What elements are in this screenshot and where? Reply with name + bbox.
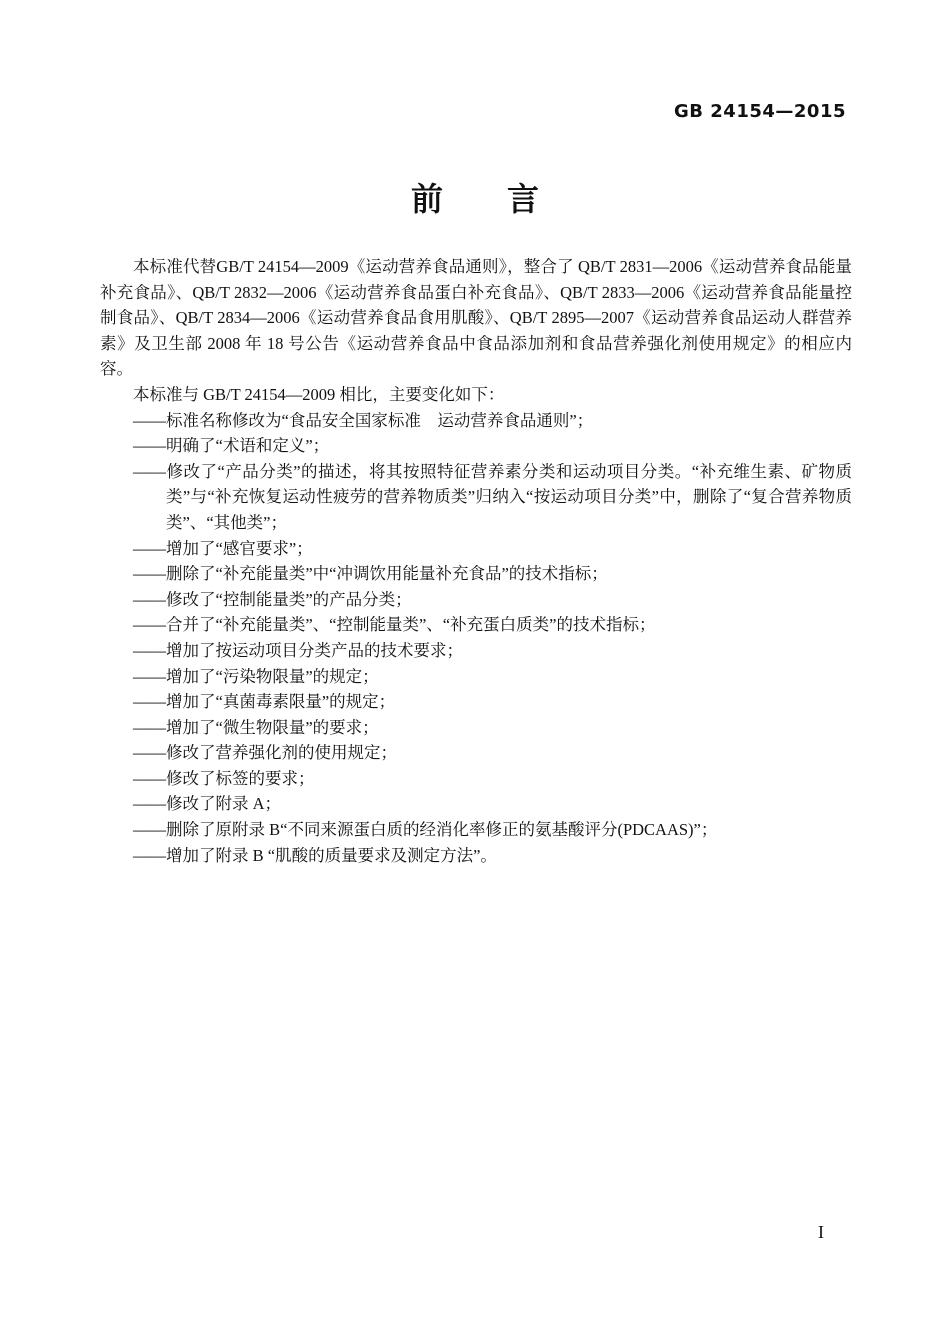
- change-item: ——增加了“微生物限量”的要求；: [133, 717, 379, 737]
- change-item: ——增加了附录 B “肌酸的质量要求及测定方法”。: [133, 845, 497, 865]
- change-item: ——修改了营养强化剂的使用规定；: [133, 743, 397, 763]
- intro-paragraph: 本标准代替GB/T 24154—2009《运动营养食品通则》，整合了 QB/T 2831—2006《运动营养食品能量补充食品》、QB/T 2832—2006《运动营养食品蛋白补充食品》、QB/T 2833—2006《运动营养食品能量控制食品》、QB/T 2834—2006《运动营养食品食用肌酸》、QB/T 2895—2007《运动营养食品运动人群营养素》及卫生部 2008 年 18 号公告《运动营养食品中食品添加剂和食品营养强化剂使用规定》的相应内容。: [100, 257, 852, 379]
- change-item: ——修改了“控制能量类”的产品分类；: [133, 589, 412, 609]
- change-item: ——增加了“真菌毒素限量”的规定；: [133, 692, 396, 712]
- change-item: ——标准名称修改为“食品安全国家标准 运动营养食品通则”；: [133, 410, 594, 430]
- change-item: ——增加了按运动项目分类产品的技术要求；: [133, 640, 463, 660]
- document-body: [100, 254, 852, 868]
- change-item: ——增加了“感官要求”；: [133, 538, 313, 558]
- changes-lead-paragraph: 本标准与 GB/T 24154—2009 相比，主要变化如下：: [133, 384, 505, 404]
- change-item: ——明确了“术语和定义”；: [133, 436, 330, 456]
- change-item: ——合并了“补充能量类”、“控制能量类”、“补充蛋白质类”的技术指标；: [133, 615, 656, 635]
- change-item: ——删除了原附录 B“不同来源蛋白质的经消化率修正的氨基酸评分(PDCAAS)”；: [133, 820, 718, 840]
- standard-number: GB 24154—2015: [674, 101, 846, 122]
- change-item: ——修改了标签的要求；: [133, 768, 315, 788]
- page-title: 前 言: [410, 180, 539, 218]
- change-item: ——增加了“污染物限量”的规定；: [133, 666, 379, 686]
- change-item: ——删除了“补充能量类”中“冲调饮用能量补充食品”的技术指标；: [133, 564, 608, 584]
- change-item: ——修改了附录 A；: [133, 794, 282, 814]
- page-number: I: [818, 1222, 824, 1242]
- change-item: ——修改了“产品分类”的描述，将其按照特征营养素分类和运动项目分类。“补充维生素、矿物质类”与“补充恢复运动性疲劳的营养物质类”归纳入“按运动项目分类”中，删除了“复合营养物质类”、“其他类”；: [133, 461, 852, 532]
